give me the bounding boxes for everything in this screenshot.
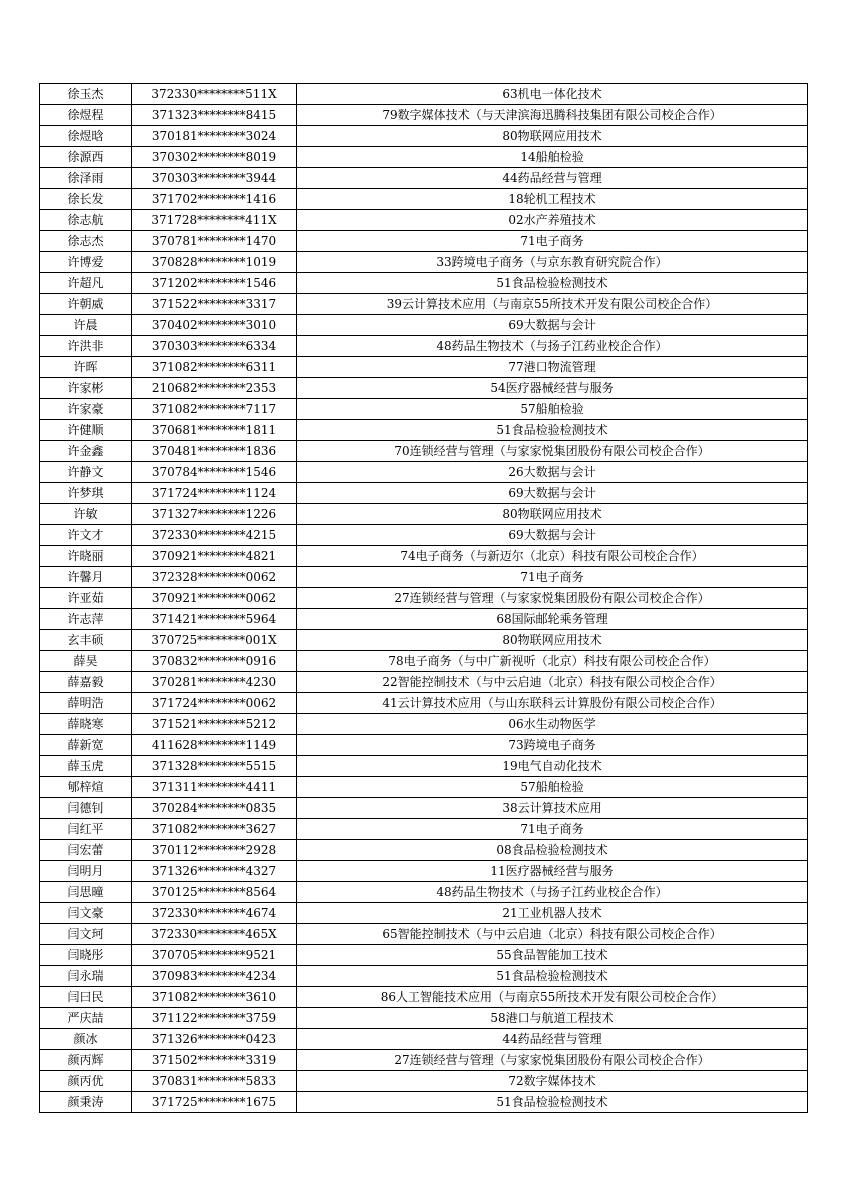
id-number-cell: 370181********3024	[132, 126, 297, 147]
id-number-cell: 371328********5515	[132, 756, 297, 777]
id-number-cell: 370832********0916	[132, 651, 297, 672]
id-number-cell: 371502********3319	[132, 1050, 297, 1071]
table-row	[40, 1008, 808, 1029]
major-cell: 44药品经营与管理	[297, 168, 808, 189]
student-name-cell: 徐泽雨	[40, 168, 132, 189]
student-name-cell: 闫红平	[40, 819, 132, 840]
student-name-cell: 玄丰硕	[40, 630, 132, 651]
major-cell: 69大数据与会计	[297, 315, 808, 336]
table-row	[40, 1071, 808, 1092]
student-name-cell: 许静文	[40, 462, 132, 483]
student-name-cell: 闫永瑞	[40, 966, 132, 987]
table-row	[40, 1092, 808, 1113]
table-row	[40, 1029, 808, 1050]
student-name-cell: 徐煜晗	[40, 126, 132, 147]
table-row	[40, 126, 808, 147]
student-name-cell: 许健顺	[40, 420, 132, 441]
major-cell: 80物联网应用技术	[297, 126, 808, 147]
major-cell: 78电子商务（与中广新视听（北京）科技有限公司校企合作）	[297, 651, 808, 672]
student-name-cell: 许金鑫	[40, 441, 132, 462]
table-row	[40, 546, 808, 567]
table-row	[40, 189, 808, 210]
table-row	[40, 336, 808, 357]
id-number-cell: 372330********4215	[132, 525, 297, 546]
student-name-cell: 许亚茹	[40, 588, 132, 609]
table-row	[40, 210, 808, 231]
student-name-cell: 薛昊	[40, 651, 132, 672]
table-row	[40, 882, 808, 903]
id-number-cell: 371326********4327	[132, 861, 297, 882]
student-name-cell: 许博爱	[40, 252, 132, 273]
student-name-cell: 颜丙优	[40, 1071, 132, 1092]
table-row	[40, 840, 808, 861]
student-name-cell: 薛新宽	[40, 735, 132, 756]
major-cell: 69大数据与会计	[297, 525, 808, 546]
id-number-cell: 370284********0835	[132, 798, 297, 819]
table-row	[40, 987, 808, 1008]
major-cell: 02水产养殖技术	[297, 210, 808, 231]
table-row	[40, 273, 808, 294]
student-name-cell: 徐煜程	[40, 105, 132, 126]
table-row	[40, 903, 808, 924]
table-row	[40, 357, 808, 378]
student-name-cell: 闫明月	[40, 861, 132, 882]
id-number-cell: 370705********9521	[132, 945, 297, 966]
id-number-cell: 370725********001X	[132, 630, 297, 651]
table-row	[40, 966, 808, 987]
major-cell: 68国际邮轮乘务管理	[297, 609, 808, 630]
student-name-cell: 许敏	[40, 504, 132, 525]
table-row	[40, 777, 808, 798]
student-name-cell: 许朝威	[40, 294, 132, 315]
student-name-cell: 许洪非	[40, 336, 132, 357]
id-number-cell: 371202********1546	[132, 273, 297, 294]
table-row	[40, 504, 808, 525]
table-row	[40, 735, 808, 756]
student-name-cell: 颜冰	[40, 1029, 132, 1050]
major-cell: 71电子商务	[297, 819, 808, 840]
major-cell: 51食品检验检测技术	[297, 966, 808, 987]
id-number-cell: 370781********1470	[132, 231, 297, 252]
major-cell: 06水生动物医学	[297, 714, 808, 735]
id-number-cell: 371702********1416	[132, 189, 297, 210]
id-number-cell: 370828********1019	[132, 252, 297, 273]
major-cell: 77港口物流管理	[297, 357, 808, 378]
table-row	[40, 714, 808, 735]
student-name-cell: 闫文豪	[40, 903, 132, 924]
id-number-cell: 371327********1226	[132, 504, 297, 525]
major-cell: 71电子商务	[297, 567, 808, 588]
id-number-cell: 370302********8019	[132, 147, 297, 168]
student-name-cell: 严庆喆	[40, 1008, 132, 1029]
student-name-cell: 薛玉虎	[40, 756, 132, 777]
table-row	[40, 588, 808, 609]
id-number-cell: 371724********0062	[132, 693, 297, 714]
major-cell: 63机电一体化技术	[297, 84, 808, 105]
student-name-cell: 许志萍	[40, 609, 132, 630]
table-row	[40, 294, 808, 315]
student-name-cell: 闫宏蕾	[40, 840, 132, 861]
table-row	[40, 168, 808, 189]
major-cell: 27连锁经营与管理（与家家悦集团股份有限公司校企合作）	[297, 1050, 808, 1071]
table-row	[40, 567, 808, 588]
table-row	[40, 693, 808, 714]
student-name-cell: 许晨	[40, 315, 132, 336]
major-cell: 73跨境电子商务	[297, 735, 808, 756]
major-cell: 11医疗器械经营与服务	[297, 861, 808, 882]
major-cell: 48药品生物技术（与扬子江药业校企合作）	[297, 882, 808, 903]
student-name-cell: 徐志航	[40, 210, 132, 231]
id-number-cell: 371082********3610	[132, 987, 297, 1008]
student-name-cell: 颜秉涛	[40, 1092, 132, 1113]
id-number-cell: 371323********8415	[132, 105, 297, 126]
table-row	[40, 84, 808, 105]
major-cell: 14船舶检验	[297, 147, 808, 168]
student-name-cell: 许家豪	[40, 399, 132, 420]
id-number-cell: 370281********4230	[132, 672, 297, 693]
table-row	[40, 798, 808, 819]
major-cell: 54医疗器械经营与服务	[297, 378, 808, 399]
major-cell: 27连锁经营与管理（与家家悦集团股份有限公司校企合作）	[297, 588, 808, 609]
student-name-cell: 许文才	[40, 525, 132, 546]
major-cell: 65智能控制技术（与中云启迪（北京）科技有限公司校企合作）	[297, 924, 808, 945]
major-cell: 57船舶检验	[297, 777, 808, 798]
major-cell: 41云计算技术应用（与山东联科云计算股份有限公司校企合作）	[297, 693, 808, 714]
id-number-cell: 370481********1836	[132, 441, 297, 462]
major-cell: 71电子商务	[297, 231, 808, 252]
id-number-cell: 371522********3317	[132, 294, 297, 315]
id-number-cell: 411628********1149	[132, 735, 297, 756]
student-name-cell: 许梦琪	[40, 483, 132, 504]
id-number-cell: 370112********2928	[132, 840, 297, 861]
student-name-cell: 许超凡	[40, 273, 132, 294]
major-cell: 51食品检验检测技术	[297, 273, 808, 294]
major-cell: 51食品检验检测技术	[297, 420, 808, 441]
id-number-cell: 371082********6311	[132, 357, 297, 378]
table-row	[40, 420, 808, 441]
table-row	[40, 609, 808, 630]
major-cell: 72数字媒体技术	[297, 1071, 808, 1092]
student-name-cell: 薛晓寒	[40, 714, 132, 735]
table-row	[40, 924, 808, 945]
table-row	[40, 315, 808, 336]
table-row	[40, 651, 808, 672]
major-cell: 80物联网应用技术	[297, 630, 808, 651]
id-number-cell: 371311********4411	[132, 777, 297, 798]
table-row	[40, 399, 808, 420]
id-number-cell: 372330********465X	[132, 924, 297, 945]
id-number-cell: 371326********0423	[132, 1029, 297, 1050]
major-cell: 55食品智能加工技术	[297, 945, 808, 966]
student-name-cell: 闫思曈	[40, 882, 132, 903]
student-name-cell: 徐长发	[40, 189, 132, 210]
major-cell: 70连锁经营与管理（与家家悦集团股份有限公司校企合作）	[297, 441, 808, 462]
id-number-cell: 371122********3759	[132, 1008, 297, 1029]
id-number-cell: 371725********1675	[132, 1092, 297, 1113]
major-cell: 80物联网应用技术	[297, 504, 808, 525]
student-name-cell: 薛明浩	[40, 693, 132, 714]
major-cell: 22智能控制技术（与中云启迪（北京）科技有限公司校企合作）	[297, 672, 808, 693]
student-name-cell: 许家彬	[40, 378, 132, 399]
student-name-cell: 徐玉杰	[40, 84, 132, 105]
student-name-cell: 颜丙辉	[40, 1050, 132, 1071]
student-name-cell: 闫德钊	[40, 798, 132, 819]
major-cell: 58港口与航道工程技术	[297, 1008, 808, 1029]
id-number-cell: 371082********3627	[132, 819, 297, 840]
id-number-cell: 371724********1124	[132, 483, 297, 504]
table-row	[40, 819, 808, 840]
major-cell: 38云计算技术应用	[297, 798, 808, 819]
major-cell: 57船舶检验	[297, 399, 808, 420]
major-cell: 44药品经营与管理	[297, 1029, 808, 1050]
student-name-cell: 闫曰民	[40, 987, 132, 1008]
major-cell: 26大数据与会计	[297, 462, 808, 483]
major-cell: 86人工智能技术应用（与南京55所技术开发有限公司校企合作）	[297, 987, 808, 1008]
student-name-cell: 许晖	[40, 357, 132, 378]
student-name-cell: 郇梓煊	[40, 777, 132, 798]
id-number-cell: 370784********1546	[132, 462, 297, 483]
id-number-cell: 370983********4234	[132, 966, 297, 987]
table-row	[40, 147, 808, 168]
table-row	[40, 483, 808, 504]
student-name-cell: 许晓丽	[40, 546, 132, 567]
table-row	[40, 1050, 808, 1071]
major-cell: 19电气自动化技术	[297, 756, 808, 777]
major-cell: 08食品检验检测技术	[297, 840, 808, 861]
id-number-cell: 370921********0062	[132, 588, 297, 609]
major-cell: 69大数据与会计	[297, 483, 808, 504]
id-number-cell: 371728********411X	[132, 210, 297, 231]
id-number-cell: 370681********1811	[132, 420, 297, 441]
student-name-cell: 许馨月	[40, 567, 132, 588]
table-row	[40, 231, 808, 252]
student-name-cell: 薛嘉毅	[40, 672, 132, 693]
id-number-cell: 370125********8564	[132, 882, 297, 903]
table-row	[40, 630, 808, 651]
roster-body	[40, 84, 808, 1113]
major-cell: 51食品检验检测技术	[297, 1092, 808, 1113]
table-row	[40, 252, 808, 273]
table-row	[40, 441, 808, 462]
table-row	[40, 105, 808, 126]
student-name-cell: 闫文珂	[40, 924, 132, 945]
id-number-cell: 371082********7117	[132, 399, 297, 420]
major-cell: 18轮机工程技术	[297, 189, 808, 210]
table-row	[40, 378, 808, 399]
student-name-cell: 闫晓彤	[40, 945, 132, 966]
major-cell: 48药品生物技术（与扬子江药业校企合作）	[297, 336, 808, 357]
table-row	[40, 462, 808, 483]
student-name-cell: 徐志杰	[40, 231, 132, 252]
table-row	[40, 525, 808, 546]
id-number-cell: 372330********4674	[132, 903, 297, 924]
admission-roster-table	[39, 83, 808, 1113]
id-number-cell: 370303********3944	[132, 168, 297, 189]
id-number-cell: 371521********5212	[132, 714, 297, 735]
major-cell: 21工业机器人技术	[297, 903, 808, 924]
id-number-cell: 370303********6334	[132, 336, 297, 357]
id-number-cell: 372330********511X	[132, 84, 297, 105]
major-cell: 79数字媒体技术（与天津滨海迅腾科技集团有限公司校企合作）	[297, 105, 808, 126]
id-number-cell: 210682********2353	[132, 378, 297, 399]
id-number-cell: 370402********3010	[132, 315, 297, 336]
id-number-cell: 372328********0062	[132, 567, 297, 588]
major-cell: 39云计算技术应用（与南京55所技术开发有限公司校企合作）	[297, 294, 808, 315]
table-row	[40, 756, 808, 777]
table-row	[40, 672, 808, 693]
student-name-cell: 徐源西	[40, 147, 132, 168]
major-cell: 33跨境电子商务（与京东教育研究院合作）	[297, 252, 808, 273]
table-row	[40, 861, 808, 882]
id-number-cell: 371421********5964	[132, 609, 297, 630]
id-number-cell: 370921********4821	[132, 546, 297, 567]
id-number-cell: 370831********5833	[132, 1071, 297, 1092]
table-row	[40, 945, 808, 966]
major-cell: 74电子商务（与新迈尔（北京）科技有限公司校企合作）	[297, 546, 808, 567]
